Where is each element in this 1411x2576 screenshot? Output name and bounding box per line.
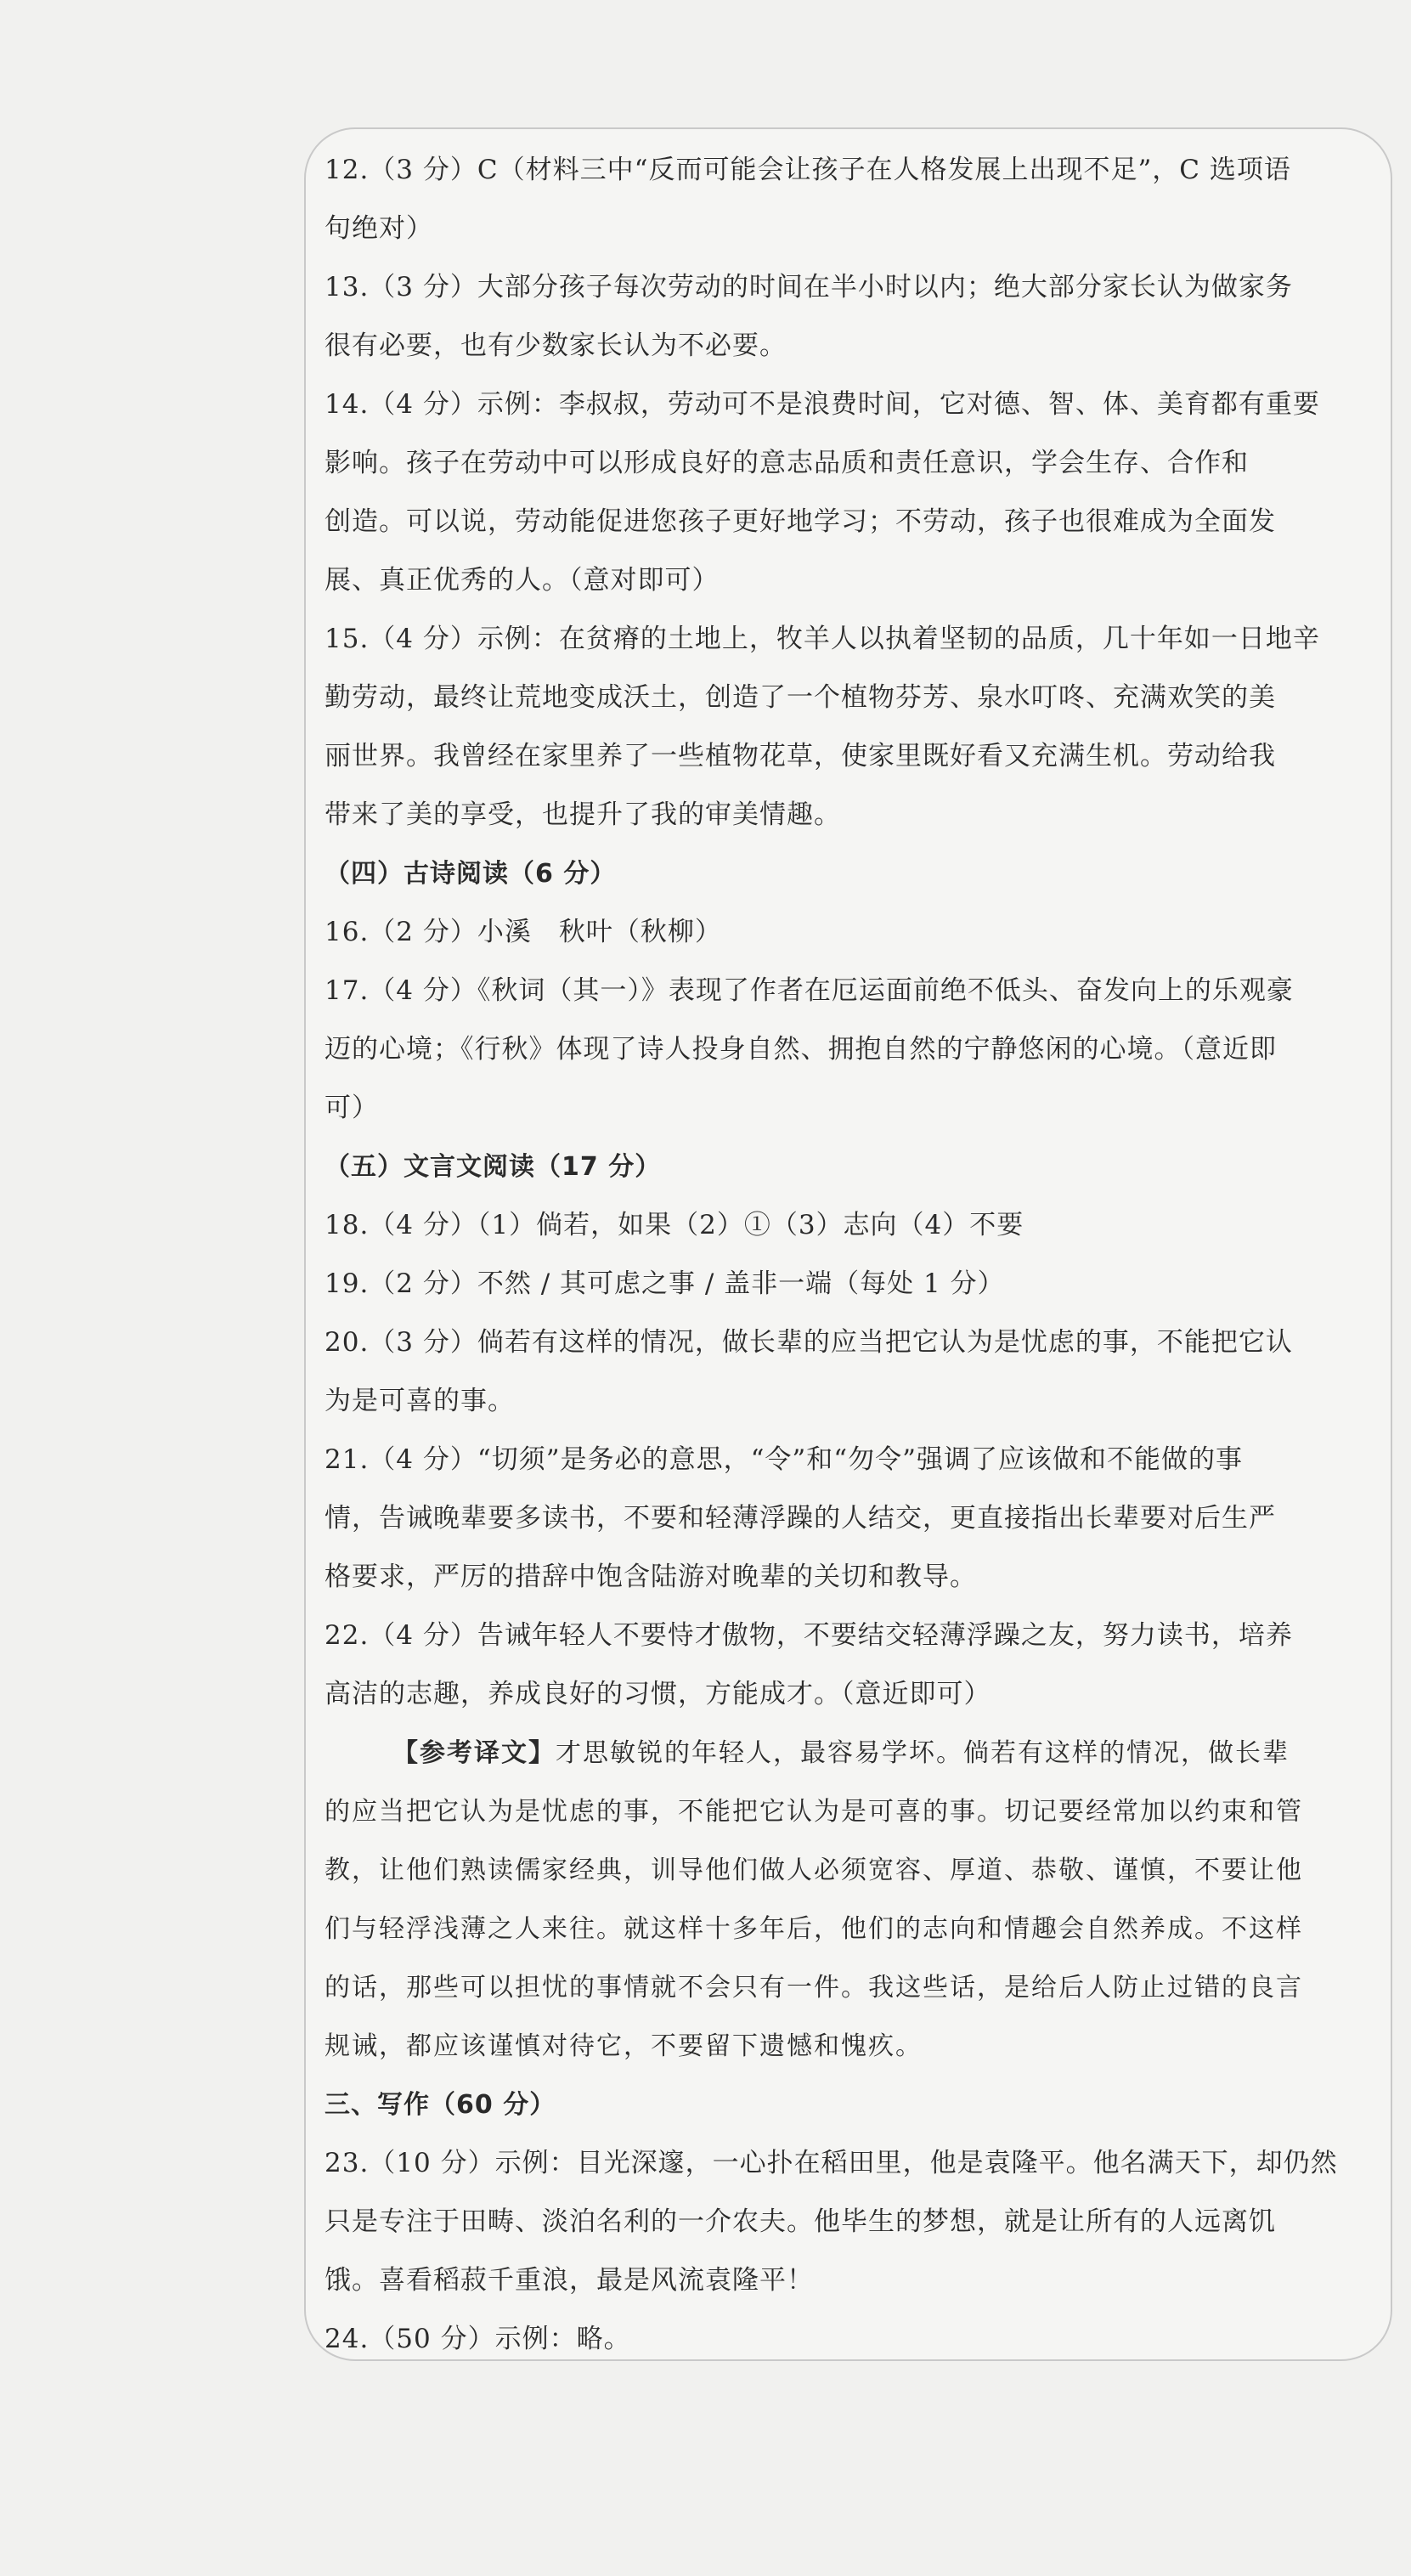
translation-line: 们与轻浮浅薄之人来往。就这样十多年后，他们的志向和情趣会自然养成。不这样 <box>325 1914 1303 1944</box>
answer-line: 只是专注于田畴、淡泊名利的一介农夫。他毕生的梦想，就是让所有的人远离饥 <box>325 2206 1276 2237</box>
answer-item <box>325 1607 1376 1724</box>
answer-line: 勤劳动，最终让荒地变成沃土，创造了一个植物芬芳、泉水叮咚、充满欢笑的美 <box>325 682 1276 713</box>
answer-line: 16.（2 分）小溪 秋叶（秋柳） <box>325 917 722 947</box>
answer-line: 展、真正优秀的人。（意对即可） <box>325 565 720 596</box>
answer-item <box>325 903 1376 962</box>
answer-line: 22.（4 分）告诫年轻人不要恃才傲物，不要结交轻薄浮躁之友，努力读书，培养 <box>325 1620 1293 1651</box>
translation-line: 的应当把它认为是忧虑的事，不能把它认为是可喜的事。切记要经常加以约束和管 <box>325 1797 1303 1827</box>
translation-line: 的话，那些可以担忧的事情就不会只有一件。我这些话，是给后人防止过错的良言 <box>325 1973 1303 2003</box>
answer-line: 丽世界。我曾经在家里养了一些植物花草，使家里既好看又充满生机。劳动给我 <box>325 741 1276 771</box>
answer-line: 17.（4 分）《秋词（其一）》表现了作者在厄运面前绝不低头、奋发向上的乐观豪 <box>325 975 1294 1006</box>
answer-item <box>325 1196 1376 1255</box>
answer-line: 可） <box>325 1093 379 1123</box>
answer-line: 15.（4 分）示例：在贫瘠的土地上，牧羊人以执着坚韧的品质，几十年如一日地辛 <box>325 624 1320 654</box>
answer-line: 20.（3 分）倘若有这样的情况，做长辈的应当把它认为是忧虑的事，不能把它认 <box>325 1327 1293 1358</box>
answer-content <box>325 141 1376 2369</box>
answer-item <box>325 1255 1376 1313</box>
answer-item <box>325 258 1376 376</box>
answer-group-poem <box>325 903 1376 1138</box>
answer-item <box>325 376 1376 610</box>
section-heading-poem: （四）古诗阅读（6 分） <box>325 859 617 889</box>
answer-line: 句绝对） <box>325 213 433 244</box>
translation-line: 【参考译文】才思敏锐的年轻人，最容易学坏。倘若有这样的情况，做长辈 <box>392 1738 1290 1768</box>
answer-line: 情，告诫晚辈要多读书，不要和轻薄浮躁的人结交，更直接指出长辈要对后生严 <box>325 1503 1276 1534</box>
answer-item <box>325 141 1376 258</box>
answer-group-reading <box>325 141 1376 845</box>
answer-line: 影响。孩子在劳动中可以形成良好的意志品质和责任意识，学会生存、合作和 <box>325 448 1249 478</box>
answer-group-classical <box>325 1196 1376 1724</box>
answer-line: 为是可喜的事。 <box>325 1386 515 1416</box>
answer-line: 23.（10 分）示例：目光深邃，一心扑在稻田里，他是袁隆平。他名满天下，却仍然 <box>325 2148 1338 2178</box>
answer-line: 18.（4 分）（1）倘若，如果（2）①（3）志向（4）不要 <box>325 1210 1024 1240</box>
answer-line: 很有必要，也有少数家长认为不必要。 <box>325 330 787 361</box>
section-heading-writing: 三、写作（60 分） <box>325 2090 556 2120</box>
answer-line: 19.（2 分）不然 / 其可虑之事 / 盖非一端（每处 1 分） <box>325 1268 1005 1299</box>
answer-item <box>325 1313 1376 1431</box>
answer-line: 带来了美的享受，也提升了我的审美情趣。 <box>325 799 841 830</box>
answer-line: 14.（4 分）示例：李叔叔，劳动可不是浪费时间，它对德、智、体、美育都有重要 <box>325 389 1320 420</box>
answer-group-writing <box>325 2134 1376 2369</box>
reference-translation <box>325 1724 1376 2076</box>
answer-item <box>325 962 1376 1138</box>
answer-line: 格要求，严厉的措辞中饱含陆游对晚辈的关切和教导。 <box>325 1562 977 1592</box>
answer-item <box>325 2310 1376 2369</box>
answer-item <box>325 1431 1376 1607</box>
answer-line: 13.（3 分）大部分孩子每次劳动的时间在半小时以内；绝大部分家长认为做家务 <box>325 272 1293 302</box>
answer-line: 24.（50 分）示例：略。 <box>325 2324 631 2354</box>
translation-line: 规诫，都应该谨慎对待它，不要留下遗憾和愧疚。 <box>325 2031 923 2061</box>
answer-item <box>325 2134 1376 2310</box>
answer-line: 迈的心境；《行秋》体现了诗人投身自然、拥抱自然的宁静悠闲的心境。（意近即 <box>325 1034 1277 1065</box>
answer-line: 饿。喜看稻菽千重浪，最是风流袁隆平！ <box>325 2265 814 2296</box>
answer-line: 21.（4 分）“切须”是务必的意思，“令”和“勿令”强调了应该做和不能做的事 <box>325 1444 1243 1475</box>
answer-line: 12.（3 分）C（材料三中“反而可能会让孩子在人格发展上出现不足”，C 选项语 <box>325 155 1291 185</box>
answer-item <box>325 610 1376 845</box>
answer-line: 高洁的志趣，养成良好的习惯，方能成才。（意近即可） <box>325 1679 991 1709</box>
answer-line: 创造。可以说，劳动能促进您孩子更好地学习；不劳动，孩子也很难成为全面发 <box>325 506 1276 537</box>
translation-line: 教，让他们熟读儒家经典，训导他们做人必须宽容、厚道、恭敬、谨慎，不要让他 <box>325 1856 1303 1885</box>
translation-label: 【参考译文】 <box>392 1738 556 1768</box>
section-heading-classical: （五）文言文阅读（17 分） <box>325 1152 662 1182</box>
